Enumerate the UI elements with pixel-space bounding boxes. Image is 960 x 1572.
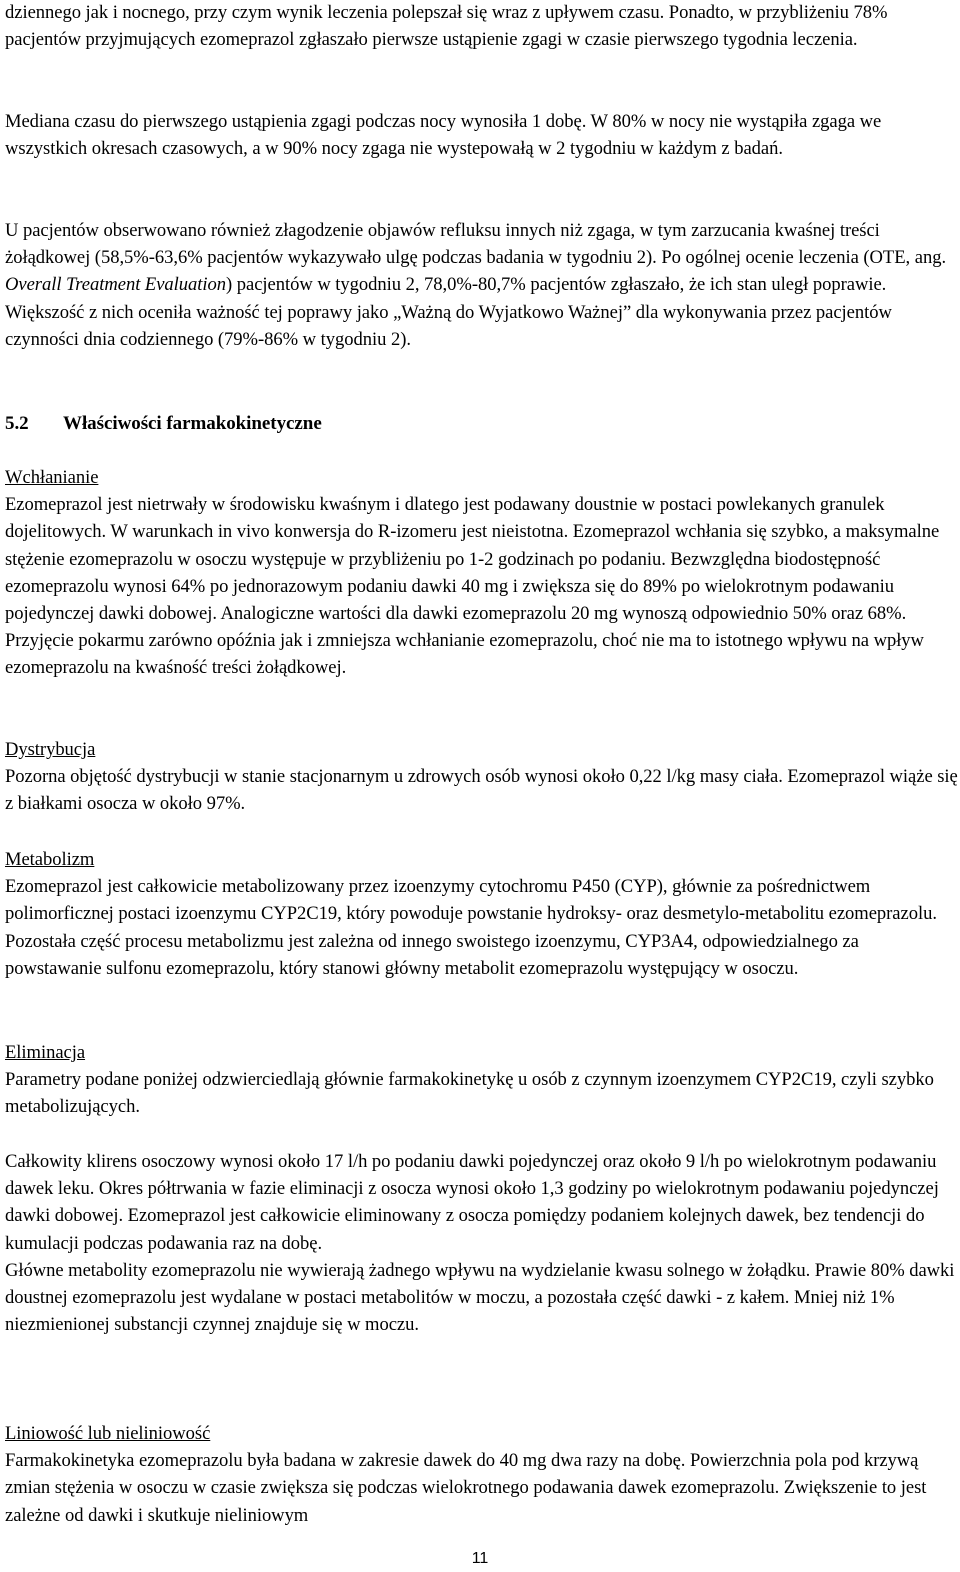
metabolism-text: Ezomeprazol jest całkowicie metabolizowany przez izoenzymy cytochromu P450 (CYP), głównie za pośrednictwem polimorficznej postaci izoenzymu CYP2C19, który powoduje powstanie hydroksy- oraz desmetylo-metabolitu ezomeprazolu. Pozostała część procesu metabolizmu jest zależna od innego swoistego izoenzymu, CYP3A4, odpowiedzialnego za powstawanie sulfonu ezomeprazolu, który stanowi główny metabolit ezomeprazolu występujący w osoczu.: [5, 876, 937, 979]
elimination-text-1: Parametry podane poniżej odzwierciedlają głównie farmakokinetykę u osób z czynnym izoenzymem CYP2C19, czyli szybko metabolizujących.: [5, 1069, 934, 1118]
subsection-heading-linearity: Liniowość lub nieliniowość: [5, 1423, 211, 1444]
subsection-metabolism: [5, 846, 958, 982]
section-title: Właściwości farmakokinetyczne: [63, 413, 322, 434]
section-number: 5.2: [5, 413, 29, 434]
subsection-elimination: [5, 1039, 958, 1121]
subsection-heading-distribution: Dystrybucja: [5, 739, 96, 760]
subsection-linearity: [5, 1420, 958, 1529]
ote-italic-term: Overall Treatment Evaluation: [5, 274, 227, 296]
distribution-text: Pozorna objętość dystrybucji w stanie stacjonarnym u zdrowych osób wynosi około 0,22 l/kg masy ciała. Ezomeprazol wiąże się z białkami osocza w około 97%.: [5, 766, 958, 815]
page-number: 11: [471, 1550, 489, 1567]
paragraph-efficacy-continued: dziennego jak i nocnego, przy czym wynik leczenia polepszał się wraz z upływem czasu. Ponadto, w przybliżeniu 78% pacjentów przyjmujących ezomeprazol zgłaszało pierwsze ustąpienie zgagi w czasie pierwszego tygodnia leczenia.: [5, 2, 888, 51]
elimination-text-3: Główne metabolity ezomeprazolu nie wywierają żadnego wpływu na wydzielanie kwasu solnego w żołądku. Prawie 80% dawki doustnej ezomeprazolu jest wydalane w postaci metabolitów w moczu, a pozostała część dawki - z kałem. Mniej niż 1% niezmienionej substancji czynnej znajduje się w moczu.: [5, 1259, 955, 1336]
subsection-absorption: [5, 464, 958, 682]
absorption-text: Ezomeprazol jest nietrwały w środowisku kwaśnym i dlatego jest podawany doustnie w postaci powlekanych granulek dojelitowych. W warunkach in vivo konwersja do R-izomeru jest nieistotna. Ezomeprazol wchłania się szybko, a maksymalne stężenie ezomeprazolu w osoczu występuje w przybliżeniu po 1-2 godzinach po podaniu. Bezwzględna biodostępność ezomeprazolu wynosi 64% po jednorazowym podaniu dawki 40 mg i zwiększa się do 89% po wielokrotnym podawaniu pojedynczej dawki dobowej. Analogiczne wartości dla dawki ezomeprazolu 20 mg wynoszą odpowiednio 50% oraz 68%. Przyjęcie pokarmu zarówno opóźnia jak i zmniejsza wchłanianie ezomeprazolu, choć nie ma to istotnego wpływu na wpływ ezomeprazolu na kwaśność treści żołądkowej.: [5, 494, 940, 679]
elimination-text-2: Całkowity klirens osoczowy wynosi około 17 l/h po podaniu dawki pojedynczej oraz około 9 l/h po wielokrotnym podawaniu dawek leku. Okres półtrwania w fazie eliminacji z osocza wynosi około 1,3 godziny po wielokrotnym podawaniu pojedynczej dawki dobowej. Ezomeprazol jest całkowicie eliminowany z osocza pomiędzy podaniem kolejnych dawek, bez tendencji do kumulacji podczas podawania raz na dobę.: [5, 1151, 939, 1254]
linearity-text: Farmakokinetyka ezomeprazolu była badana w zakresie dawek do 40 mg dwa razy na dobę. Powierzchnia pola pod krzywą zmian stężenia w osoczu w czasie zwiększa się podczas wielokrotnego podawania dawek ezomeprazolu. Zwiększenie to jest zależne od dawki i skutkuje nieliniowym: [5, 1450, 927, 1526]
subsection-heading-absorption: Wchłanianie: [5, 467, 99, 488]
subsection-distribution: [5, 736, 958, 818]
paragraph-median-time: Mediana czasu do pierwszego ustąpienia zgagi podczas nocy wynosiła 1 dobę. W 80% w nocy nie wystąpiła zgaga we wszystkich okresach czasowych, a w 90% nocy zgaga nie wystepowałą w 2 tygodniu w każdym z badań.: [5, 111, 882, 160]
subsection-heading-elimination: Eliminacja: [5, 1042, 86, 1063]
subsection-heading-metabolism: Metabolizm: [5, 849, 95, 870]
paragraph-reflux-text-a: U pacjentów obserwowano również złagodzenie objawów refluksu innych niż zgaga, w tym zarzucania kwaśnej treści żołądkowej (58,5%-63,6% pacjentów wykazywało ulgę podczas badania w tygodniu 2). Po ogólnej ocenie leczenia (OTE, ang.: [5, 220, 947, 269]
section-heading: [5, 410, 322, 437]
paragraph-reflux-text-b: ) pacjentów w tygodniu 2, 78,0%-80,7% pacjentów zgłaszało, że ich stan uległ poprawie. Większość z nich oceniła ważność tej poprawy jako „Ważną do Wyjatkowo Ważnej” dla wykonywania przez pacjentów czynności dnia codziennego (79%-86% w tygodniu 2).: [5, 274, 892, 350]
subsection-elimination-continued: [5, 1148, 958, 1338]
paragraph-reflux-symptoms: [5, 217, 958, 353]
